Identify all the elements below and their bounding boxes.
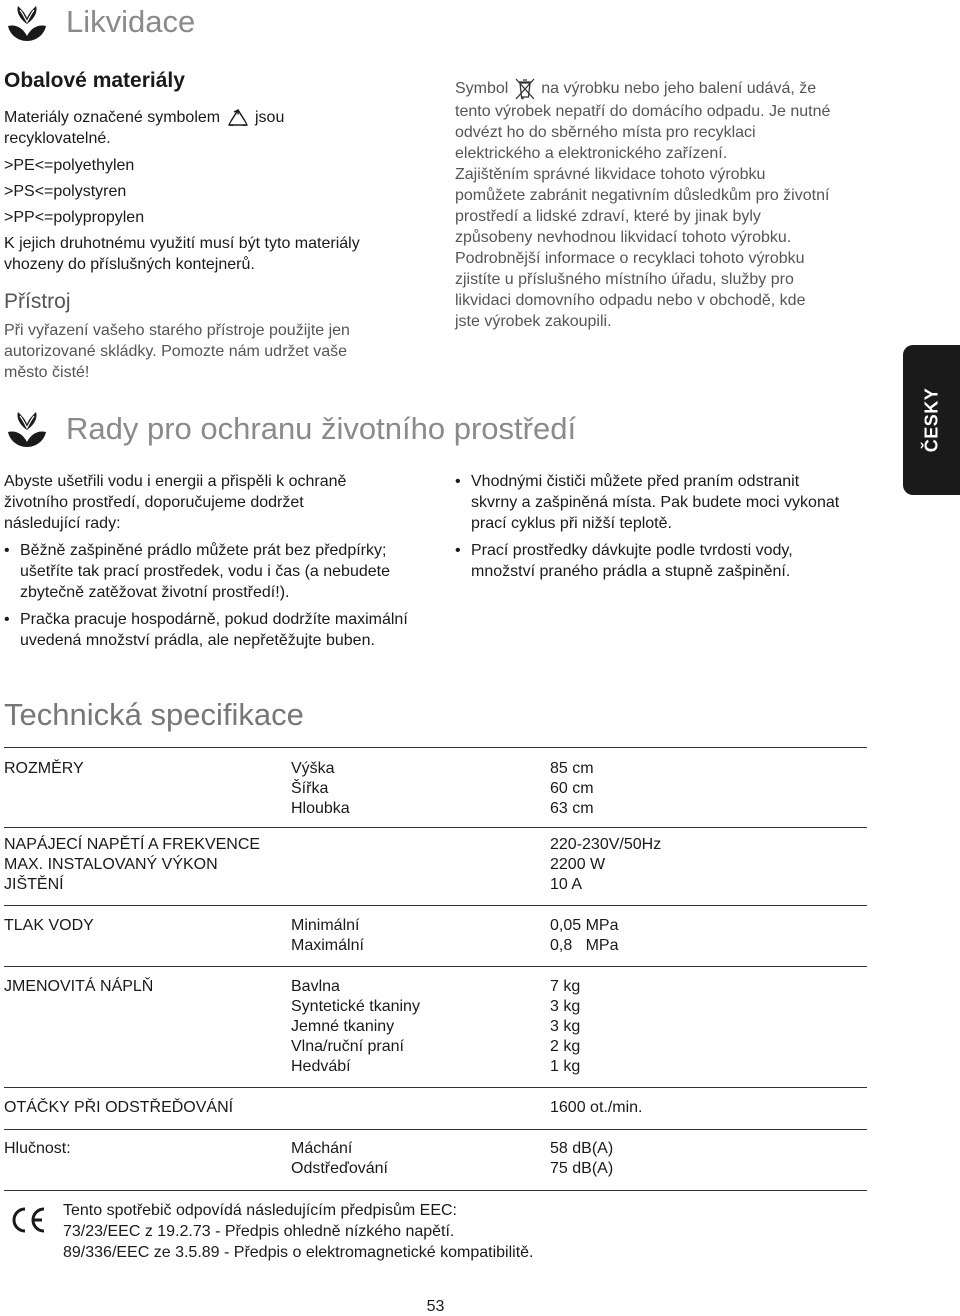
spec-param: Bavlna <box>291 978 340 995</box>
spec-value: 7 kg <box>550 978 581 995</box>
env-bullets-left <box>4 540 424 657</box>
weee-first-line: Symbol na výrobku nebo jeho balení udává, že <box>455 77 895 101</box>
spec-label-fuse: JIŠTĚNÍ <box>4 876 64 893</box>
packaging-text <box>4 107 434 149</box>
divider <box>4 905 867 906</box>
spec-value: 1600 ot./min. <box>550 1099 643 1116</box>
spec-label-power: MAX. INSTALOVANÝ VÝKON <box>4 856 218 873</box>
spec-param: Hedvábí <box>291 1058 351 1075</box>
divider <box>4 966 867 967</box>
divider <box>4 1129 867 1130</box>
list-item: • Vhodnými čističi můžete před praním odstranit skvrny a zašpiněná místa. Pak budete moci vykonat prací cyklus při nižší teplotě. <box>455 471 845 534</box>
spec-value: 60 cm <box>550 780 594 797</box>
spec-param: Syntetické tkaniny <box>291 998 420 1015</box>
weee-text: Symbol na výrobku nebo jeho balení udává, že tento výrobek nepatří do domácího odpadu. Je nutné odvézt ho do sběrného místa pro recyklaci elektrického a elektronického zařízení. Zajištěním správné likvidace tohoto výrobku pomůžete zabránit negativním důsledkům pro životní prostředí a lidské zdraví, které by jinak byly způsobeny nevhodnou likvidací tohoto výrobku. Podrobnější informace o recyklaci tohoto výrobku zjistíte u příslušného místního úřadu, služby pro likvidaci domovního odpadu nebo v obchodě, kde jste výrobek zakoupili. <box>455 77 895 332</box>
spec-value: 2 kg <box>550 1038 581 1055</box>
divider <box>4 1087 867 1088</box>
spec-label-load: JMENOVITÁ NÁPLŇ <box>4 978 154 995</box>
spec-value: 220-230V/50Hz <box>550 836 662 853</box>
spec-value: 85 cm <box>550 760 594 777</box>
ce-text: Tento spotřebič odpovídá následujícím předpisům EEC: 73/23/EEC z 19.2.73 - Předpis ohledně nízkého napětí. 89/336/EEC ze 3.5.89 - Předpis o elektromagnetické kompatibilitě. <box>63 1202 534 1261</box>
crossed-bin-icon <box>513 77 537 101</box>
spec-value: 3 kg <box>550 998 581 1015</box>
divider <box>4 747 867 748</box>
material-pe: >PE<=polyethylen <box>4 157 135 174</box>
spec-param: Maximální <box>291 937 364 954</box>
spec-value: 10 A <box>550 876 583 893</box>
spec-title: Technická specifikace <box>4 697 304 732</box>
spec-value: 58 dB(A) <box>550 1140 614 1157</box>
language-tab-label: ČESKY <box>921 387 941 453</box>
spec-value: 3 kg <box>550 1018 581 1035</box>
language-tab <box>903 345 960 495</box>
spec-label-dimensions: ROZMĚRY <box>4 760 84 777</box>
packaging-text-line1: Materiály označené symbolem jsou <box>4 109 285 126</box>
env-title: Rady pro ochranu životního prostředí <box>66 411 577 446</box>
spec-param: Vlna/ruční praní <box>291 1038 404 1055</box>
list-item: • Pračka pracuje hospodárně, pokud dodržíte maximální uvedená množství prádla, ale nepřetěžujte buben. <box>4 609 424 651</box>
env-intro: Abyste ušetřili vodu i energii a přispěli k ochraně životního prostředí, doporučujeme dodržet následující rady: <box>4 473 347 532</box>
divider <box>4 1190 867 1191</box>
packaging-heading: Obalové materiály <box>4 69 185 92</box>
spec-label-pressure: TLAK VODY <box>4 917 94 934</box>
spec-param: Šířka <box>291 780 329 797</box>
spec-param: Výška <box>291 760 335 777</box>
divider <box>4 827 867 828</box>
reuse-text: K jejich druhotnému využití musí být tyto materiály vhozeny do příslušných kontejnerů. <box>4 235 360 273</box>
env-bullets-right <box>455 471 845 588</box>
spec-param: Jemné tkaniny <box>291 1018 395 1035</box>
appliance-text: Při vyřazení vašeho starého přístroje použijte jen autorizované skládky. Pomozte nám udržet vaše město čisté! <box>4 322 350 381</box>
spec-label-spin: OTÁČKY PŘI ODSTŘEĎOVÁNÍ <box>4 1099 234 1116</box>
appliance-heading: Přístroj <box>4 290 71 313</box>
packaging-text-line2: recyklovatelné. <box>4 130 111 147</box>
spec-value: 0,8 MPa <box>550 937 619 954</box>
flower-icon <box>6 410 48 448</box>
flower-icon <box>6 4 48 42</box>
spec-value: 0,05 MPa <box>550 917 619 934</box>
spec-label-noise: Hlučnost: <box>4 1140 71 1157</box>
spec-param: Odstřeďování <box>291 1160 388 1177</box>
list-item: • Běžně zašpiněné prádlo můžete prát bez předpírky; ušetříte tak prací prostředek, vodu i čas (a nebudete zbytečně zatěžovat životní prostředí!). <box>4 540 424 603</box>
material-ps: >PS<=polystyren <box>4 183 127 200</box>
spec-value: 75 dB(A) <box>550 1160 614 1177</box>
spec-label-voltage: NAPÁJECÍ NAPĚTÍ A FREKVENCE <box>4 836 261 853</box>
spec-param: Máchání <box>291 1140 353 1157</box>
recycle-icon <box>225 108 251 128</box>
spec-value: 1 kg <box>550 1058 581 1075</box>
spec-value: 63 cm <box>550 800 594 817</box>
spec-param: Minimální <box>291 917 360 934</box>
ce-mark-icon <box>8 1205 48 1235</box>
spec-param: Hloubka <box>291 800 350 817</box>
disposal-title: Likvidace <box>66 4 196 39</box>
spec-value: 2200 W <box>550 856 606 873</box>
material-pp: >PP<=polypropylen <box>4 209 145 226</box>
list-item: • Prací prostředky dávkujte podle tvrdosti vody, množství praného prádla a stupně zašpinění. <box>455 540 845 582</box>
page-number: 53 <box>426 1298 445 1315</box>
